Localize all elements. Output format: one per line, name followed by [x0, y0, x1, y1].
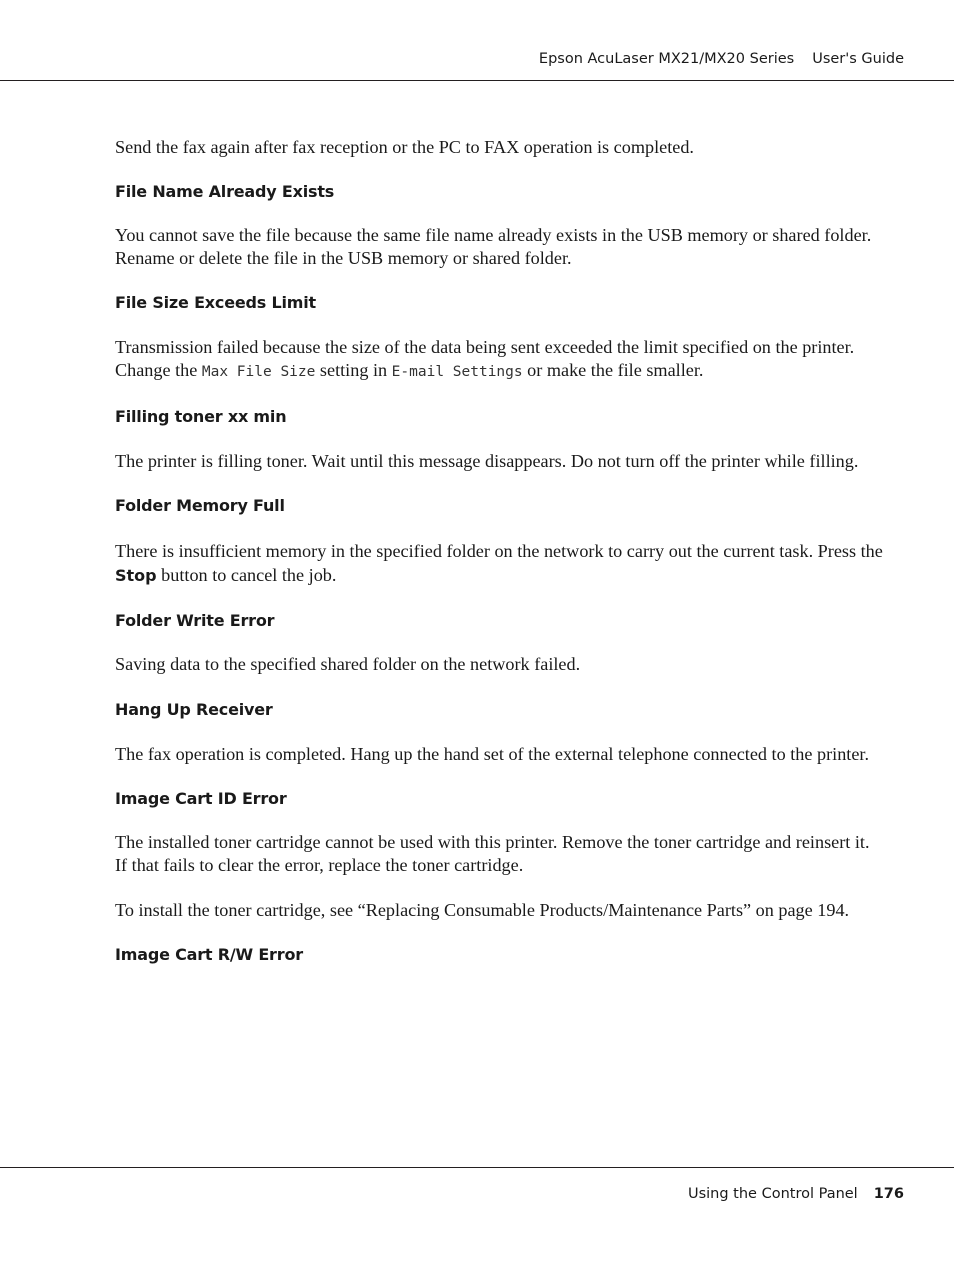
heading-folder-write-error: Folder Write Error	[115, 611, 275, 630]
setting-max-file-size: Max File Size	[201, 364, 316, 380]
paragraph-image-cart-id-error-2: To install the toner cartridge, see “Replacing Consumable Products/Maintenance Parts” on page 194.	[115, 900, 850, 920]
paragraph-file-size-limit	[115, 336, 885, 384]
paragraph-folder-memory-full	[115, 539, 885, 588]
paragraph-hang-up-receiver: The fax operation is completed. Hang up the hand set of the external telephone connected to the printer.	[115, 744, 870, 764]
text-segment: setting in	[315, 360, 392, 380]
paragraph-image-cart-id-error-1: The installed toner cartridge cannot be used with this printer. Remove the toner cartridge and reinsert it. If that fails to clear the error, replace the toner cartridge.	[115, 832, 870, 875]
text-segment: or make the file smaller.	[522, 360, 704, 380]
text-segment: button to cancel the job.	[156, 565, 337, 585]
text-segment: Transmission failed because the size of the data being sent exceeded the limit specified on the printer. Change the	[115, 337, 855, 380]
heading-file-name-exists: File Name Already Exists	[115, 182, 335, 201]
heading-image-cart-id-error: Image Cart ID Error	[115, 789, 287, 808]
paragraph-folder-write-error: Saving data to the specified shared folder on the network failed.	[115, 654, 581, 674]
page-footer-rule	[0, 1167, 954, 1168]
footer-section: Using the Control Panel	[687, 1186, 858, 1202]
heading-filling-toner: Filling toner xx min	[115, 407, 287, 426]
text-segment: There is insufficient memory in the specified folder on the network to carry out the current task. Press the	[115, 541, 883, 561]
heading-hang-up-receiver: Hang Up Receiver	[115, 700, 273, 719]
paragraph-file-name-exists: You cannot save the file because the same file name already exists in the USB memory or shared folder. Rename or delete the file in the USB memory or shared folder.	[115, 225, 872, 268]
page-header	[0, 0, 954, 81]
heading-image-cart-rw-error: Image Cart R/W Error	[115, 945, 303, 964]
header-product: Epson AcuLaser MX21/MX20 Series	[538, 51, 795, 67]
intro-paragraph: Send the fax again after fax reception or the PC to FAX operation is completed.	[115, 137, 694, 157]
stop-button-label: Stop	[115, 566, 157, 585]
heading-file-size-limit: File Size Exceeds Limit	[115, 293, 316, 312]
header-text	[539, 51, 904, 67]
page-content	[115, 136, 885, 965]
header-guide: User's Guide	[812, 51, 904, 67]
paragraph-filling-toner: The printer is filling toner. Wait until this message disappears. Do not turn off the printer while filling.	[115, 451, 859, 471]
footer-text	[688, 1186, 904, 1202]
setting-email-settings: E-mail Settings	[391, 364, 523, 380]
heading-folder-memory-full: Folder Memory Full	[115, 496, 285, 515]
page-number: 176	[873, 1186, 904, 1202]
